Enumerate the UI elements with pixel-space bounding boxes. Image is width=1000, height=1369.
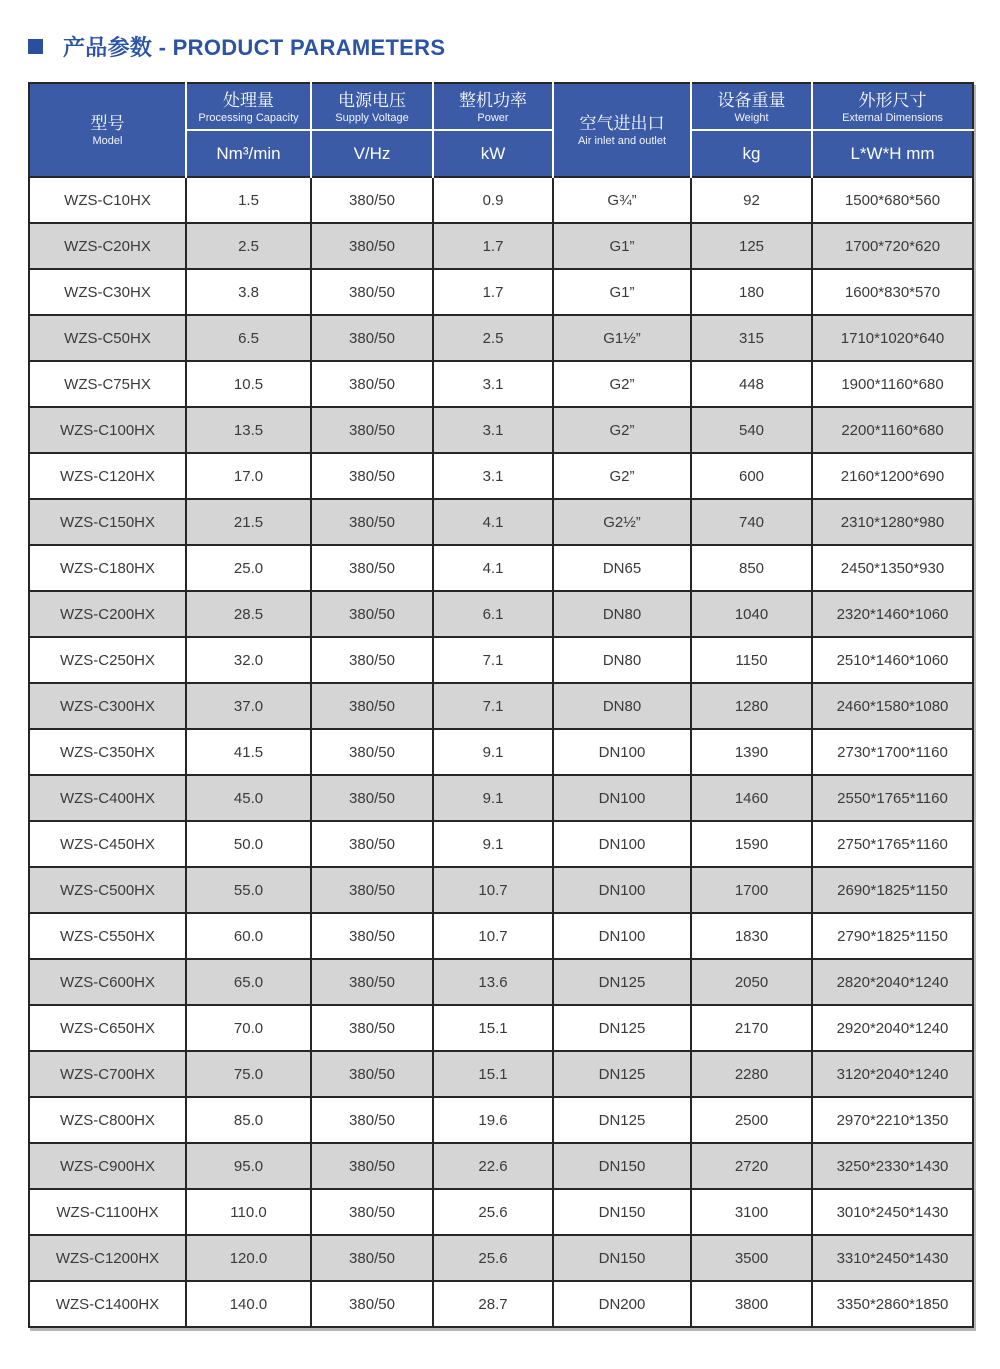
cell-power: 25.6	[433, 1235, 553, 1281]
cell-model: WZS-C600HX	[29, 959, 186, 1005]
cell-power: 6.1	[433, 591, 553, 637]
cell-weight: 180	[691, 269, 812, 315]
cell-dimensions: 2450*1350*930	[812, 545, 973, 591]
cell-dimensions: 3120*2040*1240	[812, 1051, 973, 1097]
cell-capacity: 120.0	[186, 1235, 311, 1281]
cell-weight: 125	[691, 223, 812, 269]
cell-air-inlet: DN150	[553, 1189, 691, 1235]
cell-dimensions: 2550*1765*1160	[812, 775, 973, 821]
header-model	[29, 83, 186, 177]
table-row	[29, 361, 973, 407]
cell-air-inlet: DN80	[553, 683, 691, 729]
cell-model: WZS-C20HX	[29, 223, 186, 269]
cell-model: WZS-C30HX	[29, 269, 186, 315]
cell-air-inlet: G1½”	[553, 315, 691, 361]
cell-capacity: 55.0	[186, 867, 311, 913]
title-bullet-square-icon	[28, 39, 43, 54]
cell-capacity: 17.0	[186, 453, 311, 499]
cell-weight: 3500	[691, 1235, 812, 1281]
cell-air-inlet: DN65	[553, 545, 691, 591]
cell-model: WZS-C180HX	[29, 545, 186, 591]
cell-capacity: 70.0	[186, 1005, 311, 1051]
header-dimensions-unit: L*W*H mm	[812, 130, 973, 177]
cell-weight: 600	[691, 453, 812, 499]
cell-capacity: 95.0	[186, 1143, 311, 1189]
cell-voltage: 380/50	[311, 729, 433, 775]
cell-air-inlet: DN100	[553, 867, 691, 913]
cell-capacity: 140.0	[186, 1281, 311, 1327]
header-weight-zh: 设备重量	[717, 90, 786, 110]
cell-dimensions: 2510*1460*1060	[812, 637, 973, 683]
cell-dimensions: 3310*2450*1430	[812, 1235, 973, 1281]
table-row	[29, 867, 973, 913]
cell-dimensions: 2730*1700*1160	[812, 729, 973, 775]
cell-dimensions: 2820*2040*1240	[812, 959, 973, 1005]
cell-voltage: 380/50	[311, 499, 433, 545]
cell-weight: 1830	[691, 913, 812, 959]
table-row	[29, 1235, 973, 1281]
cell-weight: 2500	[691, 1097, 812, 1143]
table-row	[29, 683, 973, 729]
header-weight	[691, 83, 812, 130]
cell-capacity: 10.5	[186, 361, 311, 407]
cell-model: WZS-C10HX	[29, 177, 186, 223]
cell-air-inlet: DN200	[553, 1281, 691, 1327]
cell-capacity: 37.0	[186, 683, 311, 729]
cell-voltage: 380/50	[311, 223, 433, 269]
header-voltage-unit: V/Hz	[311, 130, 433, 177]
cell-weight: 2280	[691, 1051, 812, 1097]
header-power-unit: kW	[433, 130, 553, 177]
cell-capacity: 50.0	[186, 821, 311, 867]
cell-power: 9.1	[433, 775, 553, 821]
cell-voltage: 380/50	[311, 1235, 433, 1281]
cell-voltage: 380/50	[311, 361, 433, 407]
cell-model: WZS-C120HX	[29, 453, 186, 499]
cell-dimensions: 1710*1020*640	[812, 315, 973, 361]
cell-air-inlet: DN80	[553, 637, 691, 683]
table-row	[29, 1051, 973, 1097]
cell-weight: 92	[691, 177, 812, 223]
header-weight-en: Weight	[734, 111, 769, 124]
header-capacity-en: Processing Capacity	[198, 111, 299, 124]
cell-voltage: 380/50	[311, 545, 433, 591]
section-title	[28, 31, 445, 62]
cell-air-inlet: DN100	[553, 775, 691, 821]
cell-dimensions: 3250*2330*1430	[812, 1143, 973, 1189]
cell-power: 10.7	[433, 867, 553, 913]
cell-dimensions: 2750*1765*1160	[812, 821, 973, 867]
cell-power: 3.1	[433, 407, 553, 453]
cell-weight: 1040	[691, 591, 812, 637]
cell-dimensions: 2460*1580*1080	[812, 683, 973, 729]
table-row	[29, 545, 973, 591]
cell-model: WZS-C450HX	[29, 821, 186, 867]
cell-power: 1.7	[433, 269, 553, 315]
cell-weight: 1150	[691, 637, 812, 683]
header-model-zh: 型号	[90, 114, 125, 133]
header-weight-unit: kg	[691, 130, 812, 177]
cell-air-inlet: DN150	[553, 1143, 691, 1189]
cell-model: WZS-C100HX	[29, 407, 186, 453]
table-row	[29, 177, 973, 223]
cell-air-inlet: G2½”	[553, 499, 691, 545]
cell-weight: 448	[691, 361, 812, 407]
cell-model: WZS-C300HX	[29, 683, 186, 729]
header-capacity-zh: 处理量	[223, 90, 274, 110]
cell-power: 0.9	[433, 177, 553, 223]
cell-capacity: 75.0	[186, 1051, 311, 1097]
cell-dimensions: 3350*2860*1850	[812, 1281, 973, 1327]
cell-voltage: 380/50	[311, 1097, 433, 1143]
table-row	[29, 269, 973, 315]
cell-power: 28.7	[433, 1281, 553, 1327]
cell-voltage: 380/50	[311, 1143, 433, 1189]
cell-dimensions: 3010*2450*1430	[812, 1189, 973, 1235]
cell-air-inlet: G¾”	[553, 177, 691, 223]
cell-model: WZS-C500HX	[29, 867, 186, 913]
cell-capacity: 41.5	[186, 729, 311, 775]
cell-dimensions: 2790*1825*1150	[812, 913, 973, 959]
cell-weight: 3800	[691, 1281, 812, 1327]
cell-model: WZS-C75HX	[29, 361, 186, 407]
header-voltage-en: Supply Voltage	[335, 111, 409, 124]
cell-capacity: 13.5	[186, 407, 311, 453]
table-row	[29, 775, 973, 821]
cell-model: WZS-C550HX	[29, 913, 186, 959]
table-header	[29, 83, 973, 177]
table-row	[29, 499, 973, 545]
cell-model: WZS-C200HX	[29, 591, 186, 637]
cell-capacity: 2.5	[186, 223, 311, 269]
cell-voltage: 380/50	[311, 683, 433, 729]
cell-model: WZS-C400HX	[29, 775, 186, 821]
cell-voltage: 380/50	[311, 821, 433, 867]
cell-model: WZS-C800HX	[29, 1097, 186, 1143]
cell-capacity: 25.0	[186, 545, 311, 591]
header-air-inlet-en: Air inlet and outlet	[577, 135, 667, 147]
cell-power: 19.6	[433, 1097, 553, 1143]
product-parameters-table	[28, 82, 974, 1328]
cell-weight: 2050	[691, 959, 812, 1005]
cell-air-inlet: DN100	[553, 821, 691, 867]
cell-capacity: 21.5	[186, 499, 311, 545]
cell-voltage: 380/50	[311, 1189, 433, 1235]
cell-model: WZS-C250HX	[29, 637, 186, 683]
cell-power: 15.1	[433, 1005, 553, 1051]
cell-weight: 315	[691, 315, 812, 361]
cell-model: WZS-C700HX	[29, 1051, 186, 1097]
cell-capacity: 6.5	[186, 315, 311, 361]
header-air-inlet	[553, 83, 691, 177]
cell-voltage: 380/50	[311, 775, 433, 821]
cell-power: 9.1	[433, 729, 553, 775]
cell-dimensions: 2920*2040*1240	[812, 1005, 973, 1051]
cell-air-inlet: G2”	[553, 407, 691, 453]
cell-capacity: 45.0	[186, 775, 311, 821]
table-body	[29, 177, 973, 1327]
cell-power: 13.6	[433, 959, 553, 1005]
cell-air-inlet: DN150	[553, 1235, 691, 1281]
cell-weight: 2720	[691, 1143, 812, 1189]
header-capacity-unit: Nm³/min	[186, 130, 311, 177]
cell-weight: 1460	[691, 775, 812, 821]
cell-capacity: 3.8	[186, 269, 311, 315]
cell-capacity: 65.0	[186, 959, 311, 1005]
cell-model: WZS-C900HX	[29, 1143, 186, 1189]
table-row	[29, 223, 973, 269]
cell-air-inlet: DN100	[553, 913, 691, 959]
cell-voltage: 380/50	[311, 453, 433, 499]
cell-power: 15.1	[433, 1051, 553, 1097]
cell-weight: 1280	[691, 683, 812, 729]
cell-dimensions: 1500*680*560	[812, 177, 973, 223]
cell-air-inlet: DN125	[553, 1097, 691, 1143]
cell-voltage: 380/50	[311, 177, 433, 223]
table-row	[29, 729, 973, 775]
cell-model: WZS-C1200HX	[29, 1235, 186, 1281]
cell-voltage: 380/50	[311, 407, 433, 453]
cell-air-inlet: DN80	[553, 591, 691, 637]
table-row	[29, 959, 973, 1005]
table-row	[29, 1281, 973, 1327]
cell-air-inlet: G2”	[553, 453, 691, 499]
cell-dimensions: 1900*1160*680	[812, 361, 973, 407]
cell-dimensions: 2160*1200*690	[812, 453, 973, 499]
cell-air-inlet: DN125	[553, 1005, 691, 1051]
table-row	[29, 1005, 973, 1051]
cell-weight: 540	[691, 407, 812, 453]
cell-air-inlet: G1”	[553, 223, 691, 269]
table-row	[29, 1143, 973, 1189]
header-model-en: Model	[92, 135, 123, 147]
table-row	[29, 821, 973, 867]
cell-model: WZS-C350HX	[29, 729, 186, 775]
cell-weight: 850	[691, 545, 812, 591]
cell-air-inlet: G2”	[553, 361, 691, 407]
cell-power: 7.1	[433, 637, 553, 683]
cell-capacity: 60.0	[186, 913, 311, 959]
cell-dimensions: 2690*1825*1150	[812, 867, 973, 913]
table-row	[29, 637, 973, 683]
cell-air-inlet: DN100	[553, 729, 691, 775]
cell-power: 22.6	[433, 1143, 553, 1189]
cell-voltage: 380/50	[311, 1281, 433, 1327]
cell-model: WZS-C1100HX	[29, 1189, 186, 1235]
cell-dimensions: 2200*1160*680	[812, 407, 973, 453]
cell-power: 2.5	[433, 315, 553, 361]
cell-weight: 740	[691, 499, 812, 545]
cell-power: 4.1	[433, 545, 553, 591]
cell-weight: 1590	[691, 821, 812, 867]
cell-voltage: 380/50	[311, 591, 433, 637]
cell-dimensions: 1700*720*620	[812, 223, 973, 269]
cell-model: WZS-C150HX	[29, 499, 186, 545]
table-row	[29, 1097, 973, 1143]
cell-weight: 3100	[691, 1189, 812, 1235]
cell-model: WZS-C50HX	[29, 315, 186, 361]
cell-voltage: 380/50	[311, 1051, 433, 1097]
cell-weight: 2170	[691, 1005, 812, 1051]
header-voltage	[311, 83, 433, 130]
header-air-inlet-zh: 空气进出口	[579, 114, 665, 133]
header-power	[433, 83, 553, 130]
cell-capacity: 1.5	[186, 177, 311, 223]
cell-power: 7.1	[433, 683, 553, 729]
cell-voltage: 380/50	[311, 637, 433, 683]
cell-voltage: 380/50	[311, 1005, 433, 1051]
cell-model: WZS-C1400HX	[29, 1281, 186, 1327]
cell-voltage: 380/50	[311, 867, 433, 913]
table-row	[29, 315, 973, 361]
header-voltage-zh: 电源电压	[338, 90, 406, 110]
header-dimensions	[812, 83, 973, 130]
table-row	[29, 407, 973, 453]
table-row	[29, 913, 973, 959]
cell-capacity: 85.0	[186, 1097, 311, 1143]
cell-power: 3.1	[433, 453, 553, 499]
cell-air-inlet: G1”	[553, 269, 691, 315]
cell-power: 10.7	[433, 913, 553, 959]
cell-dimensions: 2970*2210*1350	[812, 1097, 973, 1143]
cell-power: 25.6	[433, 1189, 553, 1235]
cell-power: 9.1	[433, 821, 553, 867]
header-dimensions-zh: 外形尺寸	[858, 90, 927, 110]
cell-power: 4.1	[433, 499, 553, 545]
cell-air-inlet: DN125	[553, 959, 691, 1005]
cell-dimensions: 2320*1460*1060	[812, 591, 973, 637]
cell-voltage: 380/50	[311, 913, 433, 959]
cell-dimensions: 1600*830*570	[812, 269, 973, 315]
cell-voltage: 380/50	[311, 959, 433, 1005]
cell-model: WZS-C650HX	[29, 1005, 186, 1051]
cell-voltage: 380/50	[311, 315, 433, 361]
cell-capacity: 28.5	[186, 591, 311, 637]
section-title-text: 产品参数 - PRODUCT PARAMETERS	[63, 35, 446, 60]
table-row	[29, 453, 973, 499]
header-capacity	[186, 83, 311, 130]
cell-power: 1.7	[433, 223, 553, 269]
cell-power: 3.1	[433, 361, 553, 407]
table-row	[29, 591, 973, 637]
cell-capacity: 110.0	[186, 1189, 311, 1235]
cell-dimensions: 2310*1280*980	[812, 499, 973, 545]
header-power-en: Power	[477, 111, 509, 124]
cell-weight: 1390	[691, 729, 812, 775]
header-power-zh: 整机功率	[459, 90, 527, 110]
table-row	[29, 1189, 973, 1235]
cell-air-inlet: DN125	[553, 1051, 691, 1097]
header-dimensions-en: External Dimensions	[842, 111, 943, 124]
cell-capacity: 32.0	[186, 637, 311, 683]
cell-weight: 1700	[691, 867, 812, 913]
cell-voltage: 380/50	[311, 269, 433, 315]
